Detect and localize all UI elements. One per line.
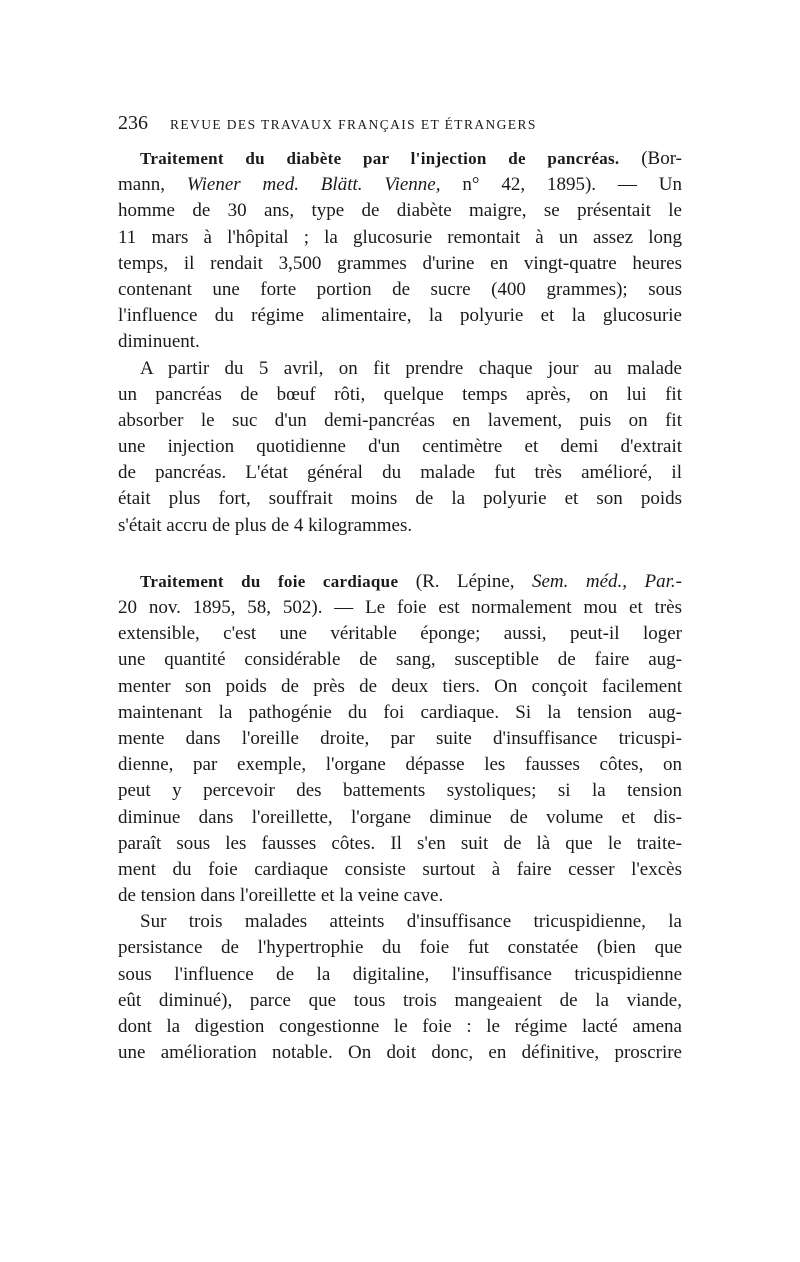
citation-journal: Wiener med. Blätt. Vienne, <box>186 174 441 196</box>
body-line: ment du foie cardiaque consiste surtout à faire cesser l'excès <box>118 858 682 880</box>
body-line: dont la digestion congestionne le foie : le régime lacté amena <box>118 1016 682 1037</box>
body-line: diminue dans l'oreillette, l'organe diminue de volume et dis- <box>118 806 682 828</box>
body-line: mente dans l'oreille droite, par suite d'insuffisance tricuspi- <box>118 727 682 749</box>
article-diabete-line-2 <box>118 172 682 198</box>
article-foie-citation-journal: Sem. méd., Par.- <box>532 570 682 592</box>
body-line: peut y percevoir des battements systoliques; si la tension <box>118 780 682 802</box>
body-line: persistance de l'hypertrophie du foie fut constatée (bien que <box>118 937 682 959</box>
body-line: menter son poids de près de deux tiers. On conçoit facilement <box>118 675 682 697</box>
article-diabete-title: Traitement du diabète par l'injection de pancréas. <box>140 149 620 168</box>
article-foie-citation-author: (R. Lépine, <box>398 570 532 592</box>
body-line: contenant une forte portion de sucre (400 grammes); sous <box>118 278 682 300</box>
body-line: était plus fort, souffrait moins de la polyurie et son poids <box>118 488 682 510</box>
article-foie-title: Traitement du foie cardiaque <box>140 571 399 591</box>
body-line: homme de 30 ans, type de diabète maigre, se présentait le <box>118 200 682 222</box>
running-title: REVUE DES TRAVAUX FRANÇAIS ET ÉTRANGERS <box>170 117 537 132</box>
body-line: 11 mars à l'hôpital ; la glucosurie remontait à un assez long <box>118 226 682 248</box>
article-diabete-citation-start: (Bor- <box>619 148 682 169</box>
body-line: s'était accru de plus de 4 kilogrammes. <box>118 514 413 536</box>
body-line: de pancréas. L'état général du malade fut très amélioré, il <box>118 462 682 484</box>
body-line: de tension dans l'oreillette et la veine cave. <box>118 885 444 907</box>
article-foie-line-1 <box>118 569 682 595</box>
body-line: temps, il rendait 3,500 grammes d'urine en vingt-quatre heures <box>118 252 682 274</box>
body-line: un pancréas de bœuf rôti, quelque temps après, on lui fit <box>118 383 682 405</box>
body-line: une quantité considérable de sang, susceptible de faire aug- <box>118 649 682 671</box>
body-line: Sur trois malades atteints d'insuffisance tricuspidienne, la <box>140 911 682 933</box>
page-number: 236 <box>118 112 148 134</box>
article-foie <box>118 569 682 1067</box>
article-diabete <box>118 146 682 539</box>
page <box>118 112 682 1066</box>
body-line: 20 nov. 1895, 58, 502). — Le foie est normalement mou et très <box>118 597 682 618</box>
body-line: paraît sous les fausses côtes. Il s'en suit de là que le traite- <box>118 832 682 854</box>
section-gap <box>118 539 682 569</box>
body-line: dienne, par exemple, l'organe dépasse les fausses côtes, on <box>118 754 682 776</box>
body-line: une amélioration notable. On doit donc, en définitive, proscrire <box>118 1042 682 1064</box>
body-line: absorber le suc d'un demi-pancréas en lavement, puis on fit <box>118 409 682 431</box>
body-line: A partir du 5 avril, on fit prendre chaque jour au malade <box>140 357 682 379</box>
citation-issue: n° 42, 1895). — Un <box>440 174 682 196</box>
body-line: l'influence du régime alimentaire, la polyurie et la glucosurie <box>118 305 682 327</box>
running-head <box>118 112 682 146</box>
body-line: diminuent. <box>118 331 200 353</box>
body-line: eût diminué), parce que tous trois mangeaient de la viande, <box>118 989 682 1011</box>
body-line: sous l'influence de la digitaline, l'insuffisance tricuspidienne <box>118 963 682 985</box>
body-line: maintenant la pathogénie du foi cardiaque. Si la tension aug- <box>118 701 682 723</box>
citation-author: mann, <box>118 174 187 196</box>
body-line: une injection quotidienne d'un centimètre et demi d'extrait <box>118 436 682 458</box>
body-line: extensible, c'est une véritable éponge; aussi, peut-il loger <box>118 623 682 645</box>
article-diabete-line-1 <box>118 146 682 172</box>
